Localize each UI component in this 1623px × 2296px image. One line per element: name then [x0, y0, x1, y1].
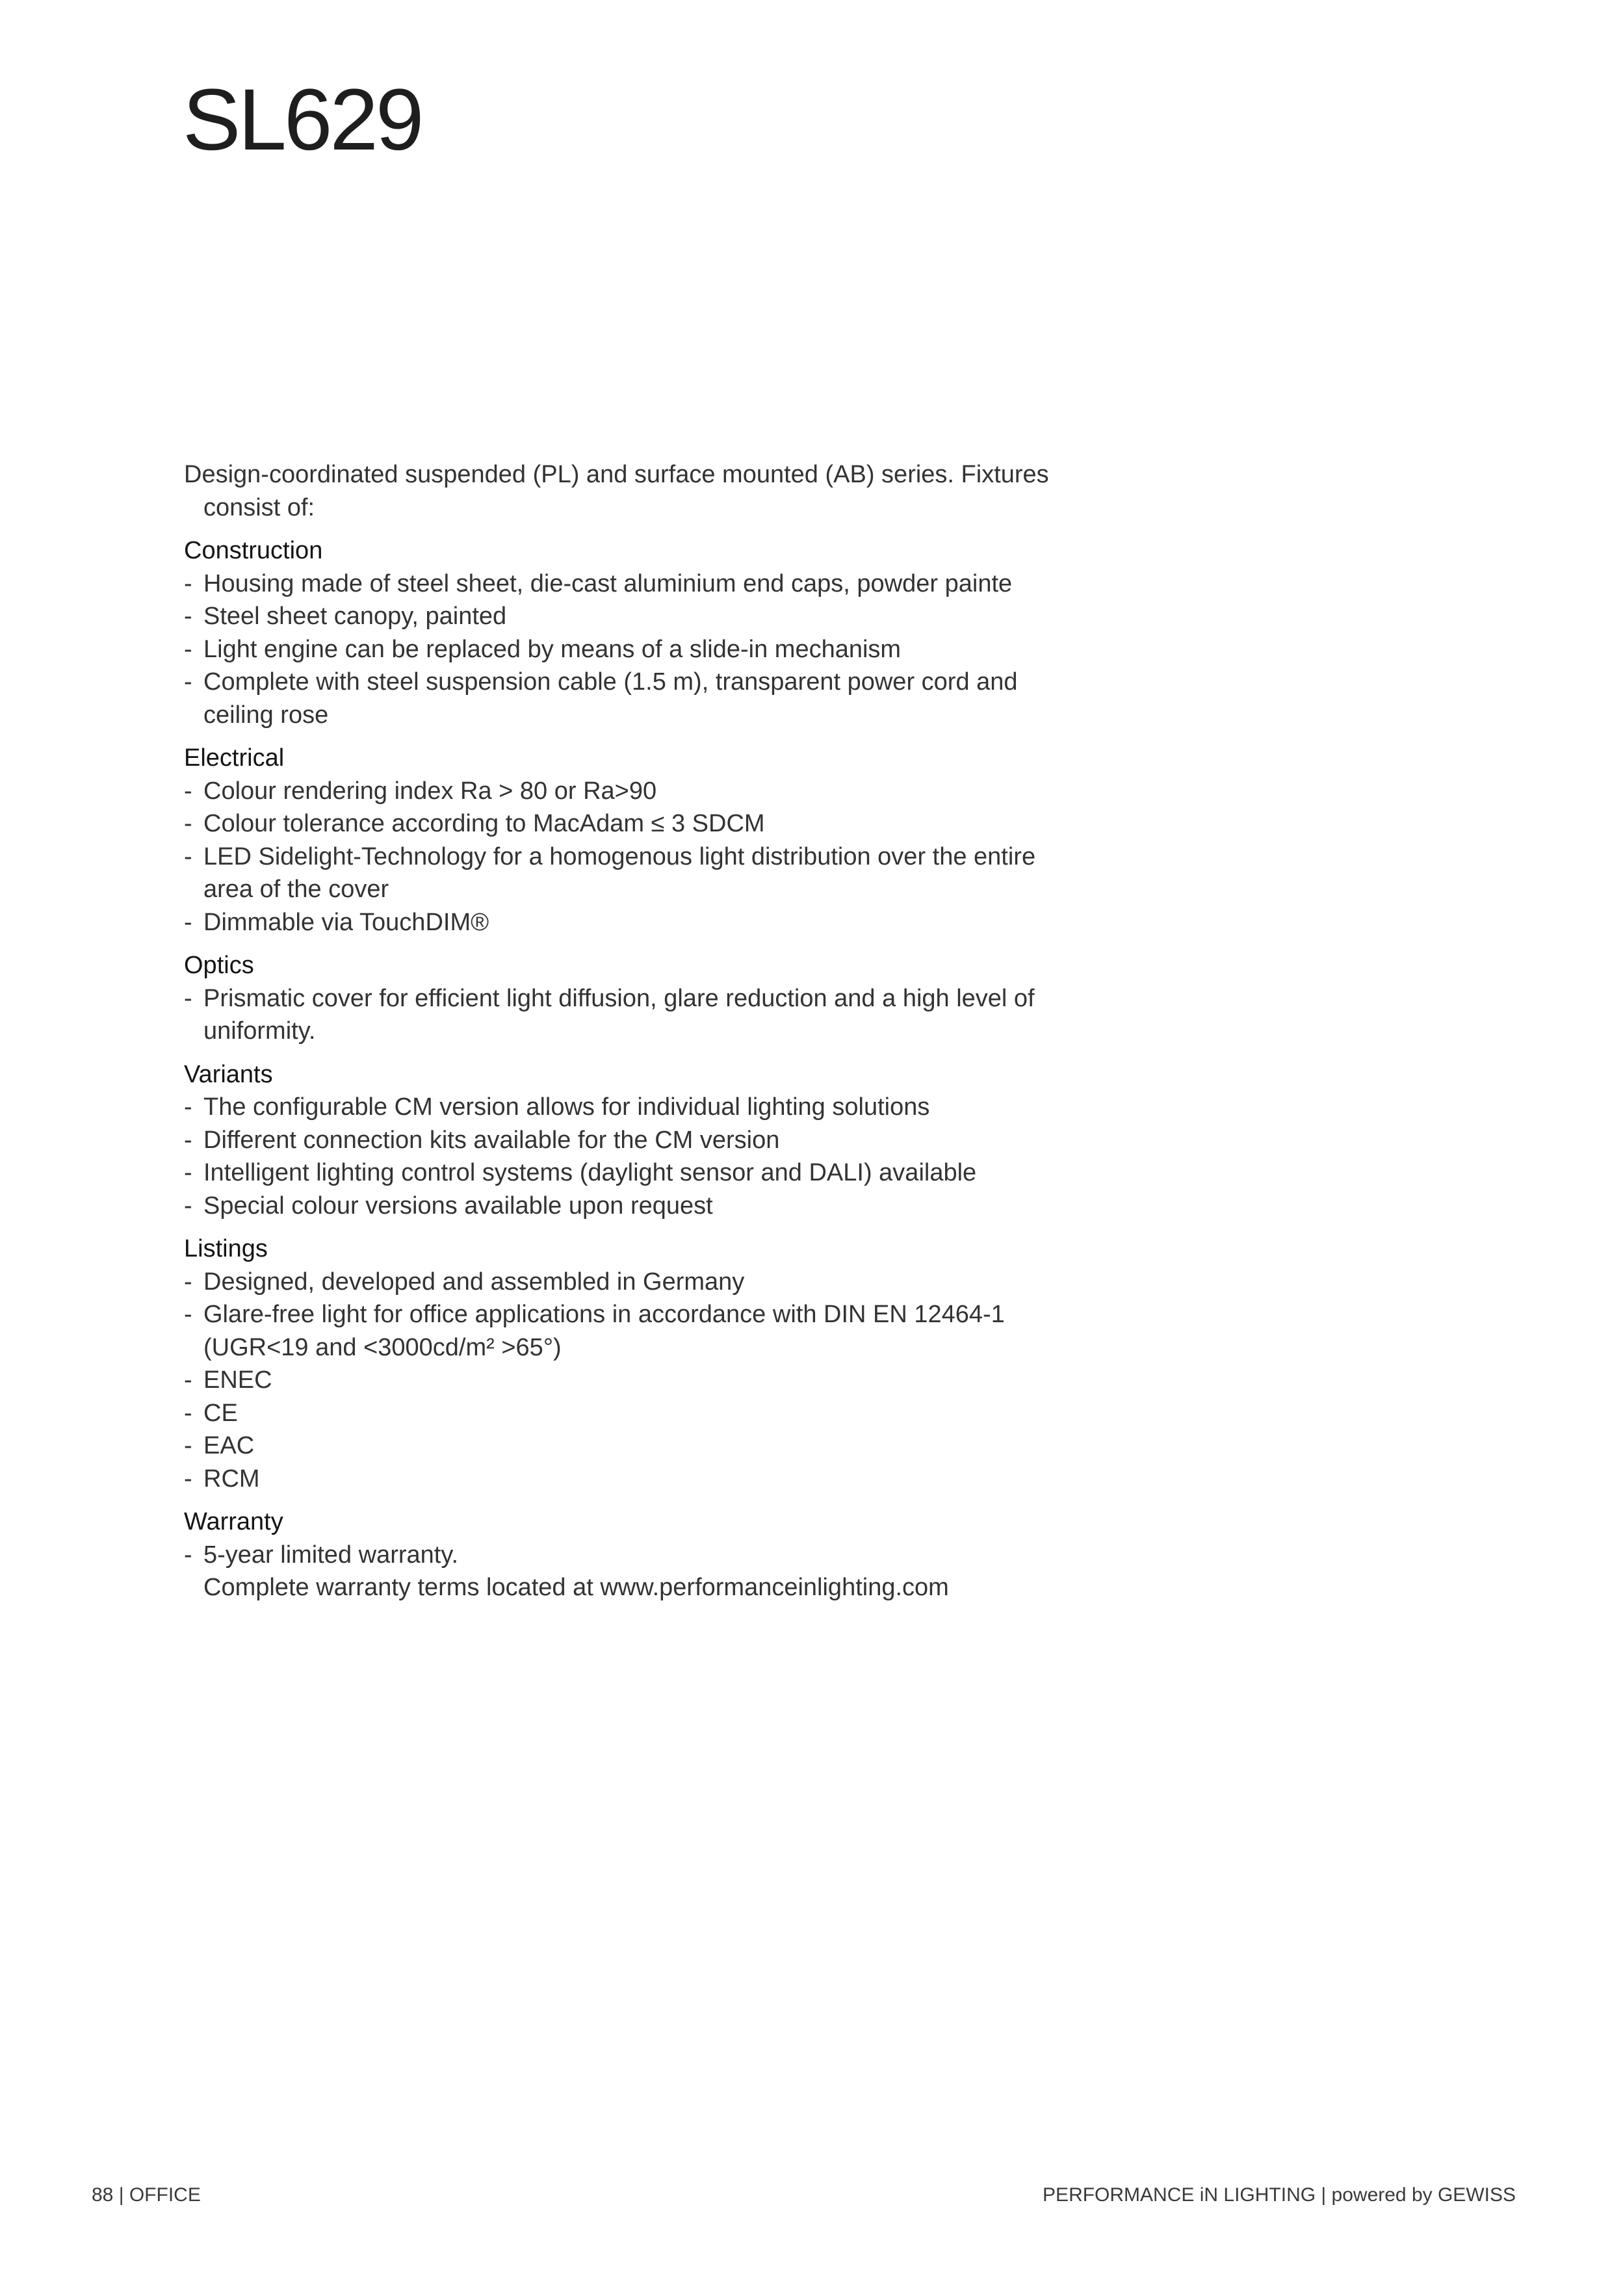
- list-item: [184, 567, 1068, 601]
- footer-brand: PERFORMANCE iN LIGHTING | powered by GEWISS: [1043, 2184, 1516, 2206]
- dash-bullet: -: [184, 1432, 192, 1459]
- section-heading: Variants: [184, 1060, 273, 1088]
- section-warranty: [184, 1506, 1068, 1604]
- list-item: [184, 1429, 1068, 1463]
- list-item: [184, 1539, 1068, 1604]
- list-item: [184, 1124, 1068, 1157]
- section-electrical: [184, 742, 1068, 939]
- dash-bullet: -: [184, 1366, 192, 1394]
- list-item-text: Designed, developed and assembled in Germany: [203, 1268, 745, 1296]
- dash-bullet: -: [184, 842, 192, 870]
- list-item-text: LED Sidelight-Technology for a homogenous light distribution over the entire area of the cover: [203, 842, 1036, 903]
- dash-bullet: -: [184, 984, 192, 1012]
- dash-bullet: -: [184, 635, 192, 663]
- list-item-text: Colour rendering index Ra > 80 or Ra>90: [203, 777, 657, 805]
- dash-bullet: -: [184, 1541, 192, 1569]
- list-item: [184, 1266, 1068, 1299]
- dash-bullet: -: [184, 777, 192, 805]
- list-item: [184, 633, 1068, 666]
- section-listings: [184, 1233, 1068, 1495]
- section-construction: [184, 534, 1068, 731]
- item-list: [184, 775, 1068, 939]
- dash-bullet: -: [184, 1192, 192, 1220]
- section-heading: Electrical: [184, 744, 285, 772]
- list-item-text: Housing made of steel sheet, die-cast aluminium end caps, powder painte: [203, 569, 1013, 597]
- list-item: [184, 1190, 1068, 1223]
- list-item-text: 5-year limited warranty.: [203, 1541, 459, 1569]
- product-description: [184, 458, 1068, 1615]
- list-item: [184, 1156, 1068, 1190]
- list-item: [184, 1463, 1068, 1496]
- list-item-text: Glare-free light for office applications in accordance with DIN EN 12464-1 (UGR<19 and <3000cd/m² >65°): [203, 1301, 1005, 1361]
- item-list: [184, 1539, 1068, 1604]
- list-item-text: Different connection kits available for the CM version: [203, 1126, 780, 1154]
- item-list: [184, 982, 1068, 1048]
- list-item-text: Steel sheet canopy, painted: [203, 603, 507, 630]
- item-list: [184, 1266, 1068, 1496]
- list-item: [184, 807, 1068, 841]
- dash-bullet: -: [184, 1465, 192, 1493]
- section-variants: [184, 1058, 1068, 1223]
- list-item-text: Colour tolerance according to MacAdam ≤ 3 SDCM: [203, 810, 765, 837]
- list-item-text: Light engine can be replaced by means of a slide-in mechanism: [203, 635, 902, 663]
- dash-bullet: -: [184, 603, 192, 630]
- page-title: SL629: [183, 72, 422, 168]
- list-item: [184, 1298, 1068, 1364]
- list-item-text: Dimmable via TouchDIM®: [203, 908, 489, 936]
- dash-bullet: -: [184, 1159, 192, 1186]
- dash-bullet: -: [184, 908, 192, 936]
- dash-bullet: -: [184, 1093, 192, 1121]
- dash-bullet: -: [184, 1301, 192, 1328]
- item-list: [184, 1091, 1068, 1222]
- list-item-text: RCM: [203, 1465, 260, 1493]
- dash-bullet: -: [184, 569, 192, 597]
- dash-bullet: -: [184, 1399, 192, 1427]
- list-item-text: ENEC: [203, 1366, 272, 1394]
- list-item: [184, 841, 1068, 906]
- dash-bullet: -: [184, 810, 192, 837]
- intro-text: Design-coordinated suspended (PL) and surface mounted (AB) series. Fixtures consist of:: [184, 461, 1049, 521]
- list-item: [184, 1364, 1068, 1397]
- list-item: [184, 982, 1068, 1048]
- item-list: [184, 567, 1068, 732]
- list-item-text: Special colour versions available upon request: [203, 1192, 713, 1220]
- warranty-note: Complete warranty terms located at www.performanceinlighting.com: [203, 1574, 949, 1601]
- dash-bullet: -: [184, 1268, 192, 1296]
- list-item-text: Complete with steel suspension cable (1.5 m), transparent power cord and ceiling rose: [203, 668, 1018, 729]
- list-item-text: CE: [203, 1399, 238, 1427]
- dash-bullet: -: [184, 1126, 192, 1154]
- list-item: [184, 1397, 1068, 1430]
- footer-page-label: 88 | OFFICE: [92, 2184, 201, 2206]
- list-item: [184, 600, 1068, 633]
- list-item-text: The configurable CM version allows for individual lighting solutions: [203, 1093, 930, 1121]
- section-heading: Optics: [184, 952, 254, 979]
- list-item: [184, 666, 1068, 731]
- list-item-text: EAC: [203, 1432, 255, 1459]
- list-item: [184, 906, 1068, 939]
- list-item-text: Prismatic cover for efficient light diffusion, glare reduction and a high level of uniformity.: [203, 984, 1035, 1045]
- list-item-text: Intelligent lighting control systems (daylight sensor and DALI) available: [203, 1159, 977, 1186]
- section-heading: Listings: [184, 1235, 268, 1262]
- section-heading: Construction: [184, 537, 323, 564]
- list-item: [184, 1091, 1068, 1124]
- dash-bullet: -: [184, 668, 192, 696]
- section-optics: [184, 949, 1068, 1048]
- list-item: [184, 775, 1068, 808]
- section-heading: Warranty: [184, 1508, 283, 1535]
